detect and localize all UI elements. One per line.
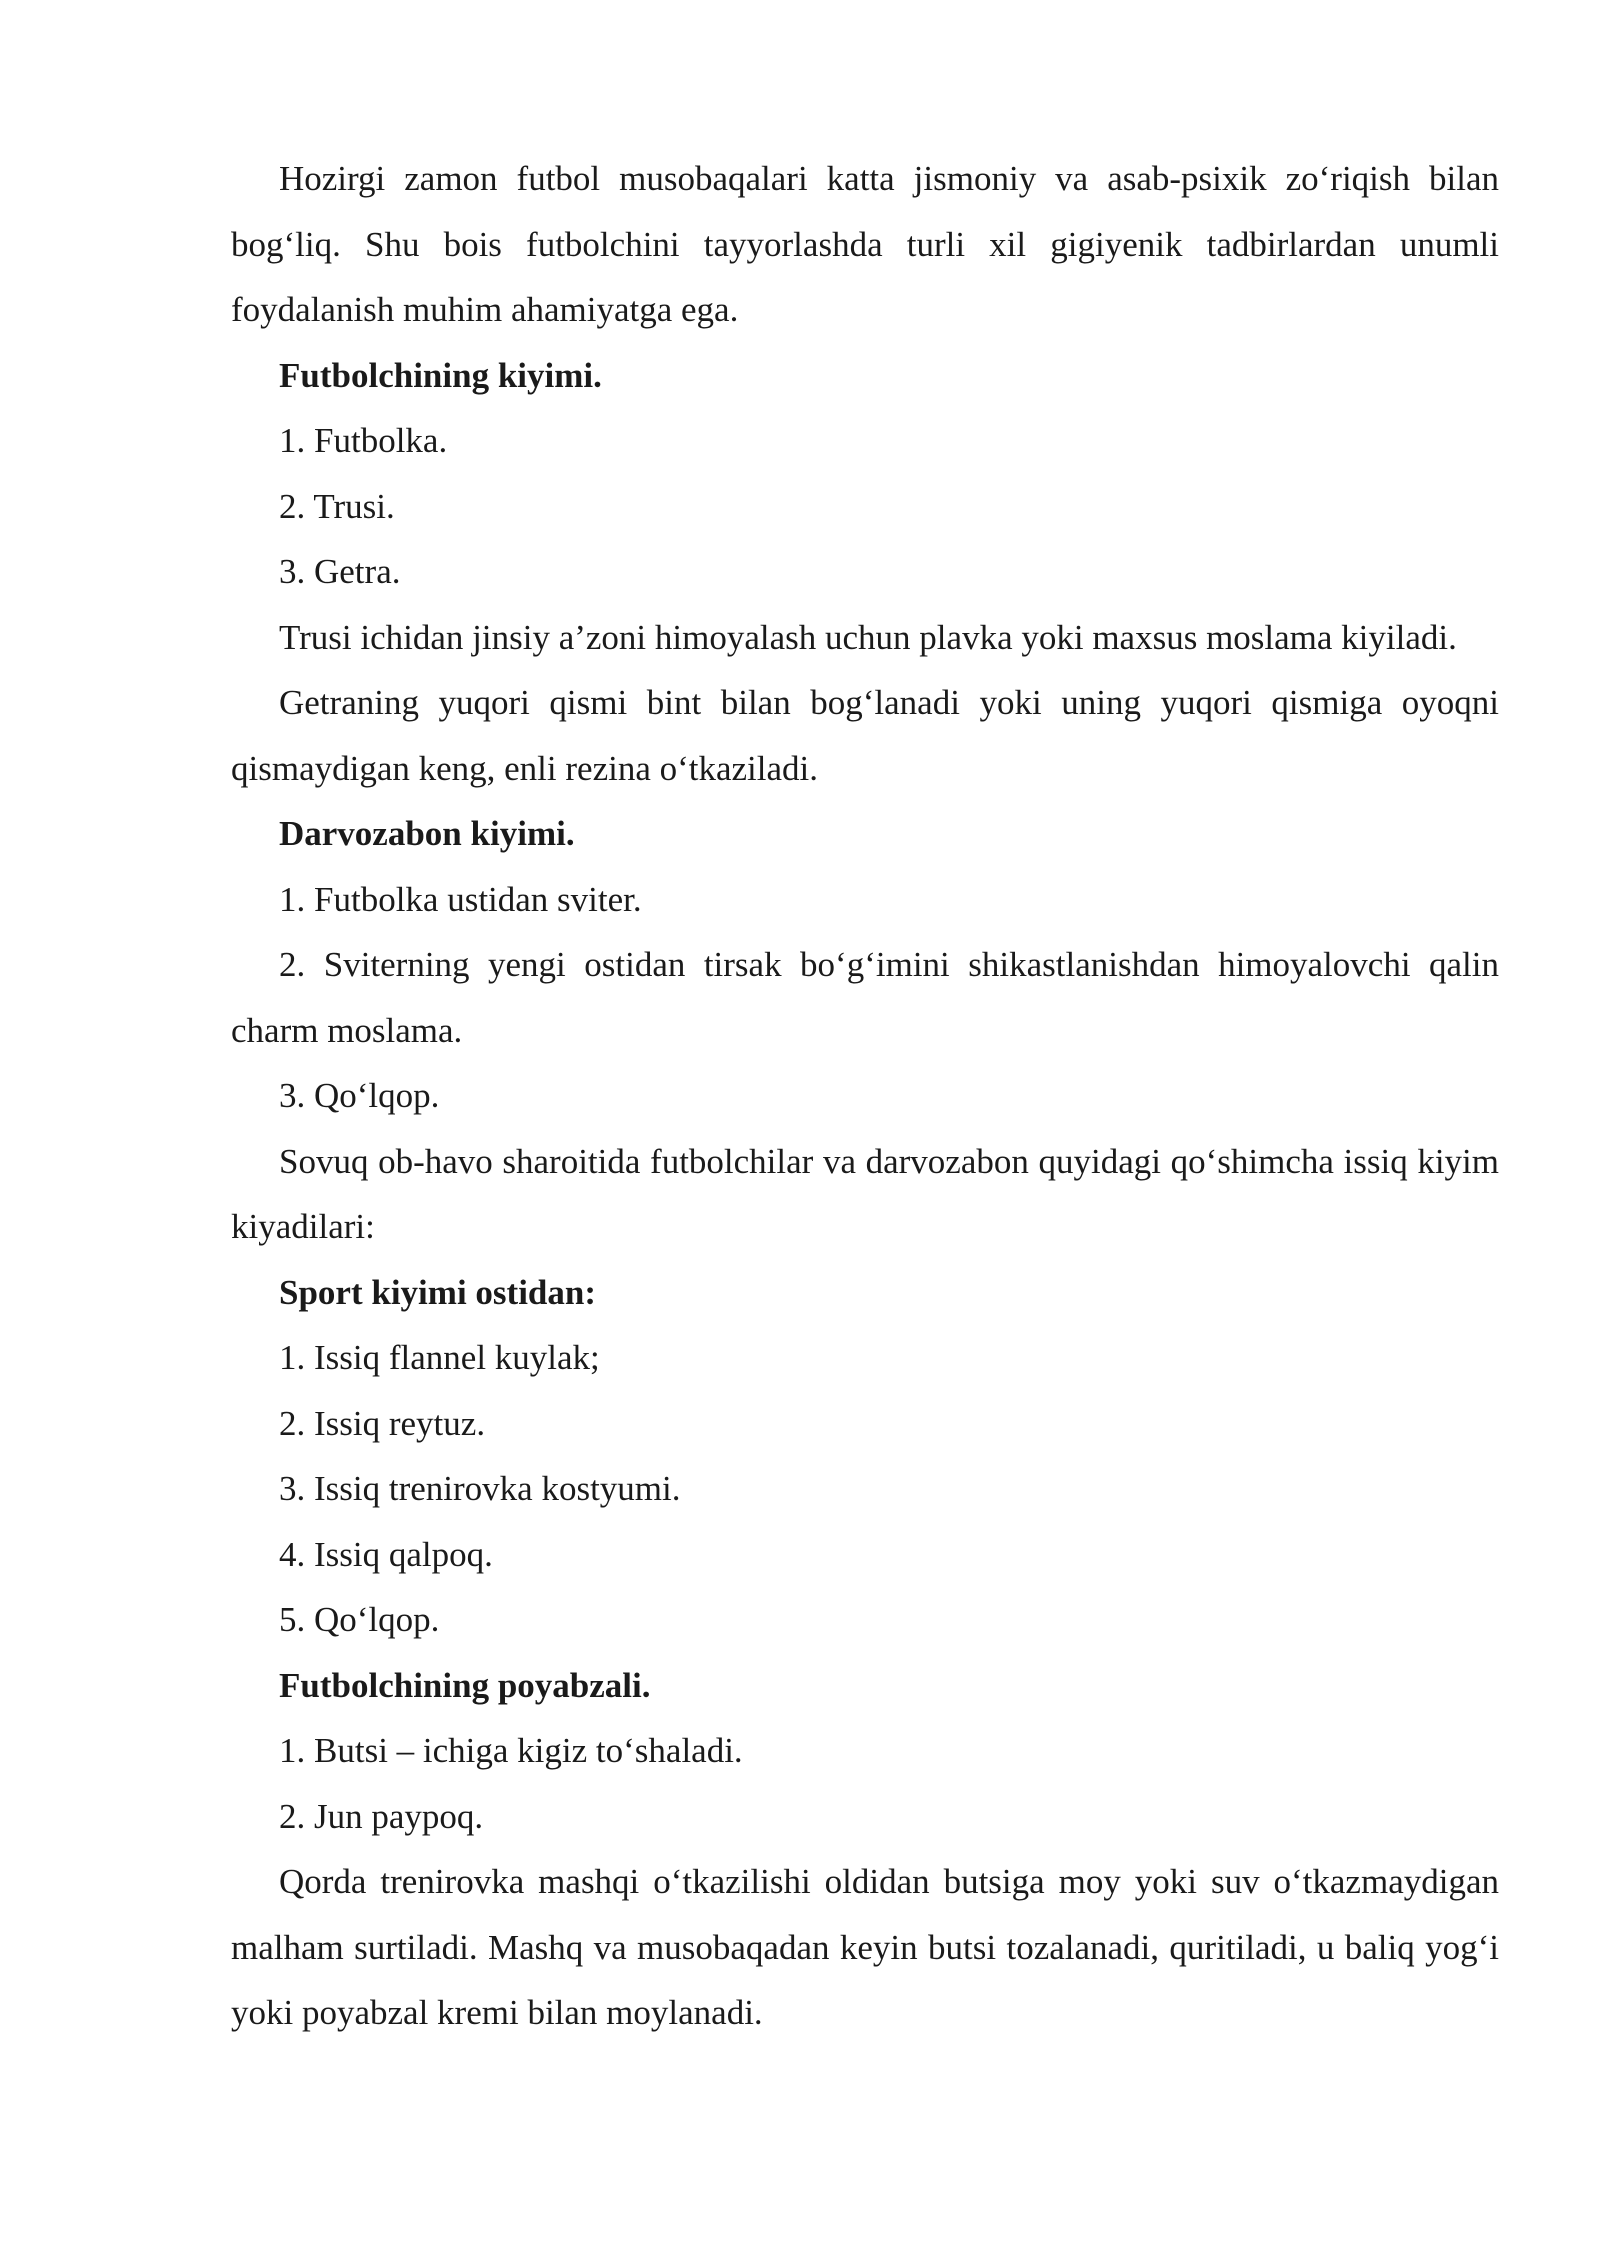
section-heading-player-footwear: Futbolchining poyabzali. xyxy=(279,1665,651,1705)
list-item: 1. Futbolka ustidan sviter. xyxy=(279,879,642,919)
shoe-care-paragraph: Qorda trenirovka mashqi o‘tkazilishi oldidan butsiga moy yoki suv o‘tkazmaydigan malham surtiladi. Mashq va musobaqadan keyin butsi tozalanadi, quritiladi, u baliq yog‘i yoki poyabzal kremi bilan moylanadi. xyxy=(231,1862,1499,2032)
cold-weather-paragraph: Sovuq ob-havo sharoitida futbolchilar va darvozabon quyidagi qo‘shimcha issiq kiyim kiyadilari: xyxy=(231,1141,1499,1246)
list-item: 4. Issiq qalpoq. xyxy=(279,1534,493,1574)
list-item: 2. Trusi. xyxy=(279,486,395,526)
section-heading-goalkeeper-clothing: Darvozabon kiyimi. xyxy=(279,814,575,853)
document-page xyxy=(231,146,1499,2046)
list-item: 1. Issiq flannel kuylak; xyxy=(279,1338,600,1377)
list-item: 1. Butsi – ichiga kigiz to‘shaladi. xyxy=(279,1731,743,1770)
list-item: 3. Qo‘lqop. xyxy=(279,1076,440,1115)
list-item: 2. Jun paypoq. xyxy=(279,1796,484,1836)
list-item: 3. Getra. xyxy=(279,552,401,591)
intro-paragraph: Hozirgi zamon futbol musobaqalari katta jismoniy va asab-psixik zo‘riqish bilan bog‘liq. Shu bois futbolchini tayyorlashda turli xil gigiyenik tadbirlardan unumli foydalanish muhim ahamiyatga ega. xyxy=(231,159,1499,329)
list-item: 2. Sviterning yengi ostidan tirsak bo‘g‘imini shikastlanishdan himoyalovchi qalin charm moslama. xyxy=(231,945,1499,1050)
trusi-note-paragraph: Trusi ichidan jinsiy a’zoni himoyalash uchun plavka yoki maxsus moslama kiyiladi. xyxy=(279,617,1457,657)
section-heading-over-sportswear: Sport kiyimi ostidan: xyxy=(279,1272,596,1312)
section-heading-player-clothing: Futbolchining kiyimi. xyxy=(279,355,602,395)
list-item: 5. Qo‘lqop. xyxy=(279,1600,440,1639)
list-item: 1. Futbolka. xyxy=(279,421,448,460)
list-item: 3. Issiq trenirovka kostyumi. xyxy=(279,1469,681,1508)
getra-note-paragraph: Getraning yuqori qismi bint bilan bog‘lanadi yoki uning yuqori qismiga oyoqni qismaydigan keng, enli rezina o‘tkaziladi. xyxy=(231,683,1499,788)
list-item: 2. Issiq reytuz. xyxy=(279,1403,486,1443)
